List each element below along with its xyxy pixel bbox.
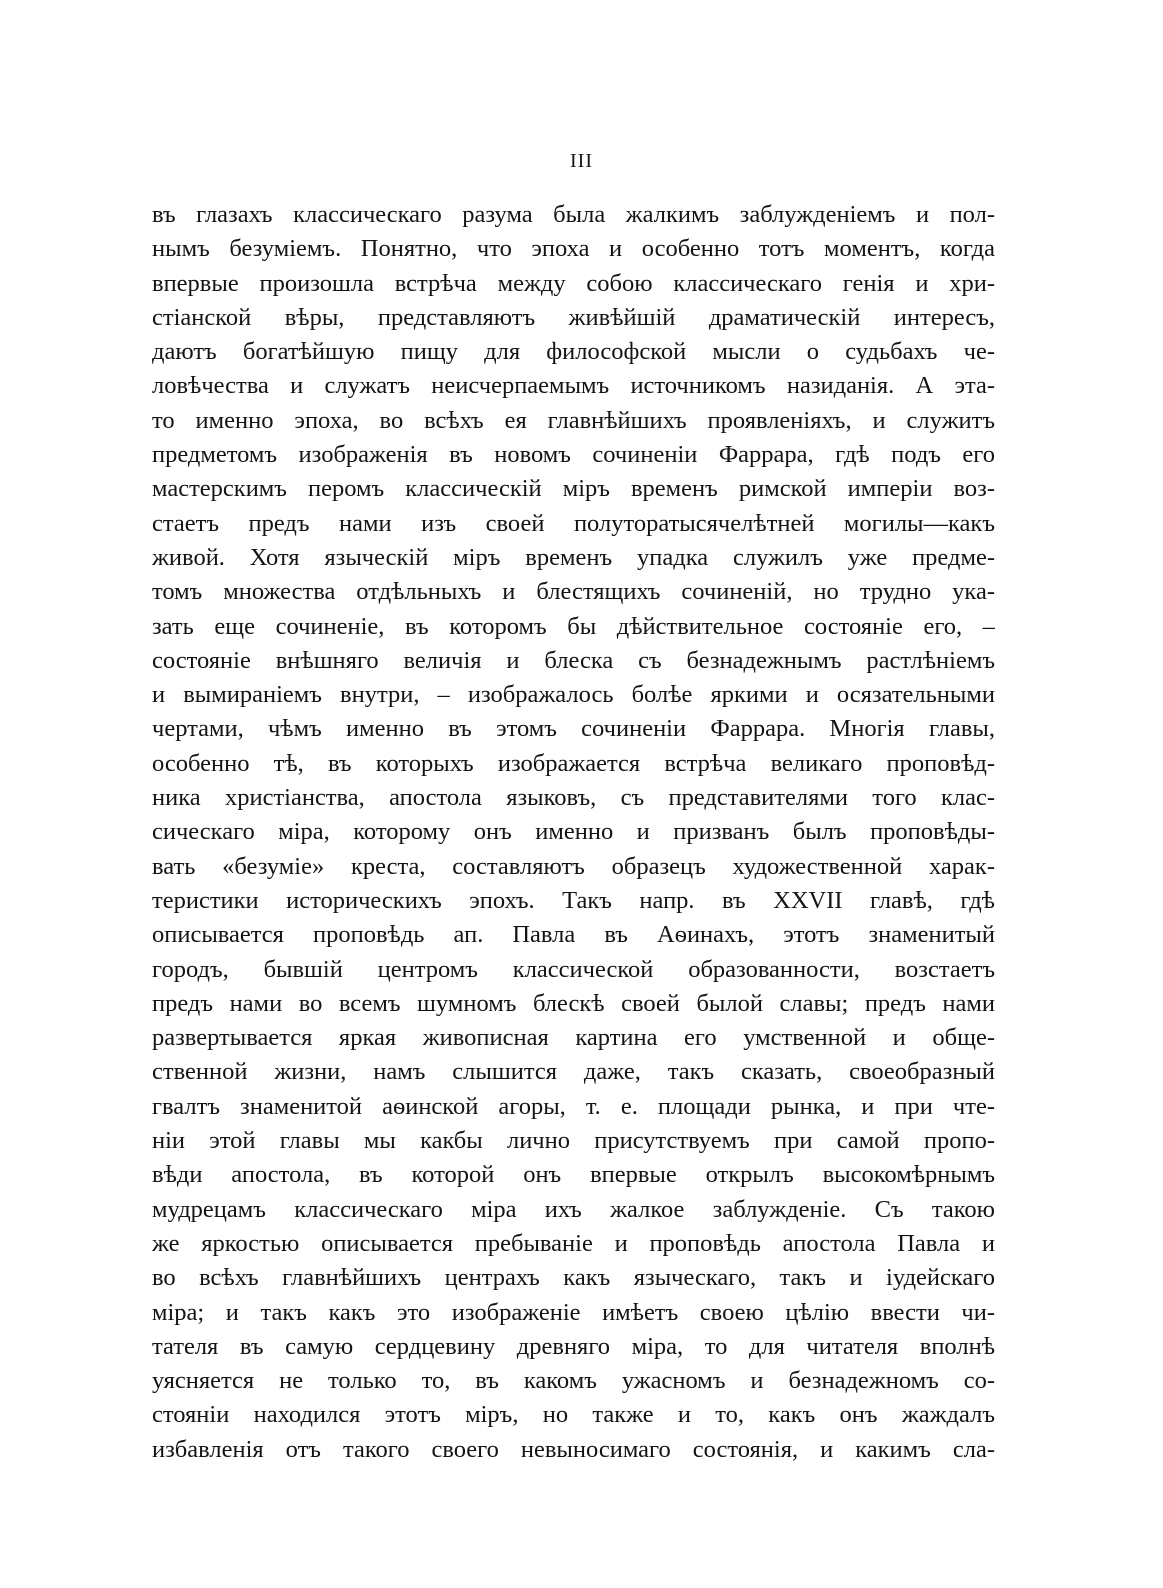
text-line: даютъ богатѣйшую пищу для философской мысли о судьбахъ че-	[152, 338, 995, 366]
text-line: въ глазахъ классическаго разума была жалкимъ заблужденіемъ и пол-	[152, 201, 995, 228]
text-line: то именно эпоха, во всѣхъ ея главнѣйшихъ проявленіяхъ, и служитъ	[152, 406, 995, 434]
text-line: ловѣчества и служатъ неисчерпаемымъ источникомъ назиданія. А эта-	[152, 372, 995, 400]
text-line: ника христіанства, апостола языковъ, съ представителями того клас-	[152, 784, 995, 812]
text-line: особенно тѣ, въ которыхъ изображается встрѣча великаго проповѣд-	[152, 749, 995, 777]
text-line: ственной жизни, намъ слышится даже, такъ сказать, своеобразный	[152, 1058, 995, 1086]
text-line: и вымираніемъ внутри, – изображалось болѣе яркими и осязательными	[152, 681, 995, 709]
text-line: зать еще сочиненіе, въ которомъ бы дѣйствительное состояніе его, –	[152, 612, 995, 640]
text-line: мастерскимъ перомъ классическій міръ временъ римской имперіи воз-	[152, 475, 995, 503]
text-line: впервые произошла встрѣча между собою классическаго генія и хри-	[152, 269, 995, 297]
text-line: городъ, бывшій центромъ классической образованности, возстаетъ	[152, 955, 995, 983]
text-line: стояніи находился этотъ міръ, но также и то, какъ онъ жаждалъ	[152, 1401, 995, 1429]
text-line: томъ множества отдѣльныхъ и блестящихъ сочиненій, но трудно ука-	[152, 578, 995, 606]
text-line: живой. Хотя языческій міръ временъ упадка служилъ уже предме-	[152, 543, 995, 571]
text-line: избавленія отъ такого своего невыносимаго состоянія, и какимъ сла-	[152, 1435, 995, 1463]
text-line: теристики историческихъ эпохъ. Такъ напр. въ XXVII главѣ, гдѣ	[152, 886, 995, 914]
text-line: міра; и такъ какъ это изображеніе имѣетъ своею цѣлію ввести чи-	[152, 1298, 995, 1326]
text-line: предъ нами во всемъ шумномъ блескѣ своей былой славы; предъ нами	[152, 989, 995, 1017]
text-line: описывается проповѣдь ап. Павла въ Аѳинахъ, этотъ знаменитый	[152, 921, 995, 949]
text-line: чертами, чѣмъ именно въ этомъ сочиненіи Фаррара. Многія главы,	[152, 715, 995, 743]
text-line: мудрецамъ классическаго міра ихъ жалкое заблужденіе. Съ такою	[152, 1195, 995, 1223]
text-line: гвалтъ знаменитой аѳинской агоры, т. е. площади рынка, и при чте-	[152, 1092, 995, 1120]
text-line: предметомъ изображенія въ новомъ сочиненіи Фаррара, гдѣ подъ его	[152, 441, 995, 469]
text-line: вѣди апостола, въ которой онъ впервые открылъ высокомѣрнымъ	[152, 1161, 995, 1189]
text-line: же яркостью описывается пребываніе и проповѣдь апостола Павла и	[152, 1229, 995, 1257]
text-line: состояніе внѣшняго величія и блеска съ безнадежнымъ растлѣніемъ	[152, 646, 995, 674]
text-line: стаетъ предъ нами изъ своей полуторатысячелѣтней могилы—какъ	[152, 509, 995, 537]
text-line: стіанской вѣры, представляютъ живѣйшій драматическій интересъ,	[152, 303, 995, 331]
text-line: нымъ безуміемъ. Понятно, что эпоха и особенно тотъ моментъ, когда	[152, 235, 995, 263]
text-line: вать «безуміе» креста, составляютъ образецъ художественной харак-	[152, 852, 995, 880]
page-number: III	[570, 150, 593, 172]
text-line: уясняется не только то, въ какомъ ужасномъ и безнадежномъ со-	[152, 1367, 995, 1395]
text-line: развертывается яркая живописная картина его умственной и обще-	[152, 1024, 995, 1052]
text-line: сическаго міра, которому онъ именно и призванъ былъ проповѣды-	[152, 818, 995, 846]
body-text	[152, 198, 995, 1467]
text-line: тателя въ самую сердцевину древняго міра, то для читателя вполнѣ	[152, 1332, 995, 1360]
text-line: во всѣхъ главнѣйшихъ центрахъ какъ языческаго, такъ и іудейскаго	[152, 1264, 995, 1292]
text-line: ніи этой главы мы какбы лично присутствуемъ при самой пропо-	[152, 1127, 995, 1155]
